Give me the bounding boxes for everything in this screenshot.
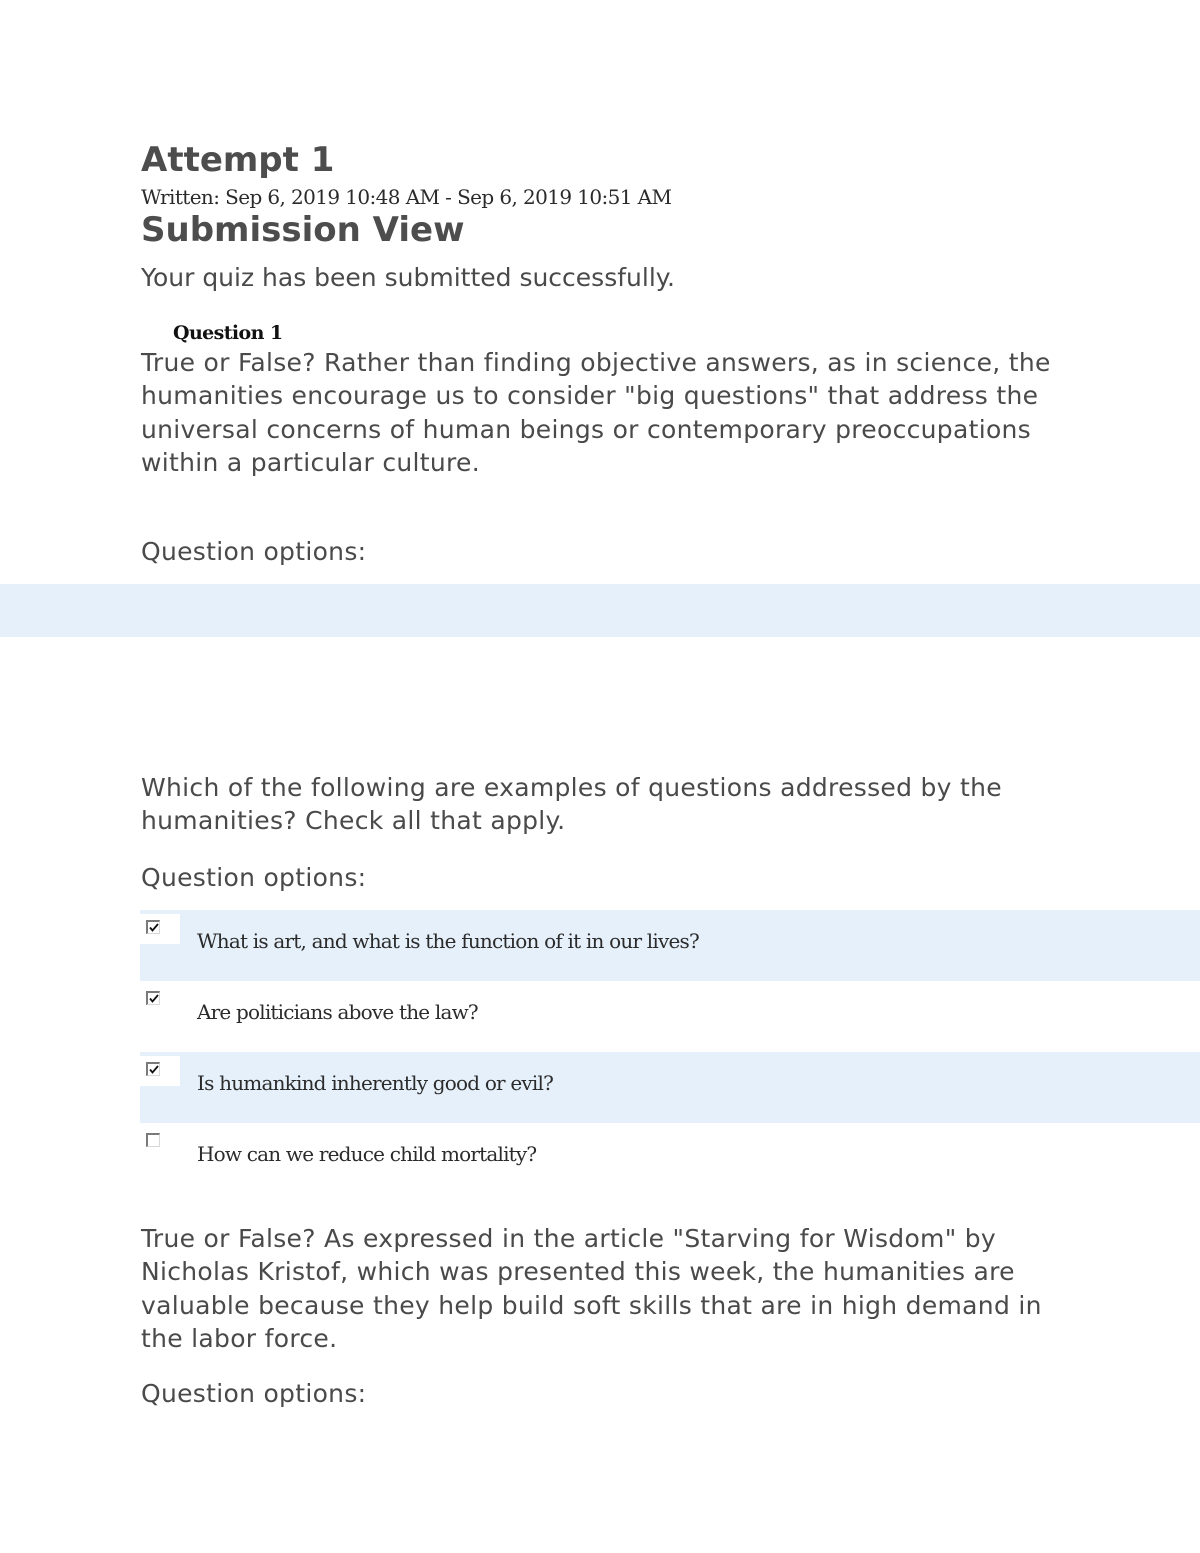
question-2-option-1[interactable] [140,910,1200,981]
submission-view-title: Submission View [141,210,465,250]
option-4-label: How can we reduce child mortality? [197,1142,537,1166]
question-2-option-2[interactable] [140,981,1200,1052]
option-4-checkbox[interactable] [146,1133,160,1147]
checkmark-icon [148,1064,160,1076]
checkmark-icon [148,993,160,1005]
question-2-option-4[interactable] [140,1123,1200,1194]
option-2-label: Are politicians above the law? [197,1000,478,1024]
option-3-label: Is humankind inherently good or evil? [197,1071,554,1095]
option-3-checkbox[interactable] [146,1062,160,1076]
question-2-options-label: Question options: [141,863,367,892]
question-1-options-label: Question options: [141,537,367,566]
question-2-text: Which of the following are examples of questions addressed by the humanities? Check all that apply. [141,773,1002,836]
question-3-options-label: Question options: [141,1379,367,1408]
question-2-option-3[interactable] [140,1052,1200,1123]
question-1-label: Question 1 [173,322,283,344]
option-1-label: What is art, and what is the function of it in our lives? [197,929,699,953]
option-2-checkbox[interactable] [146,991,160,1005]
option-1-checkbox[interactable] [146,920,160,934]
submission-success-message: Your quiz has been submitted successfully. [141,263,675,292]
question-3-text: True or False? As expressed in the article "Starving for Wisdom" by Nicholas Kristof, which was presented this week, the humanities are valuable because they help build soft skills that are in high demand in the labor force. [141,1224,1042,1353]
question-1-text: True or False? Rather than finding objective answers, as in science, the humanities encourage us to consider "big questions" that address the universal concerns of human beings or contemporary preoccupations within a particular culture. [141,348,1051,477]
checkmark-icon [148,922,160,934]
question-1-option-row [0,584,1200,637]
written-timestamp: Written: Sep 6, 2019 10:48 AM - Sep 6, 2019 10:51 AM [141,185,672,209]
attempt-title: Attempt 1 [141,140,335,180]
